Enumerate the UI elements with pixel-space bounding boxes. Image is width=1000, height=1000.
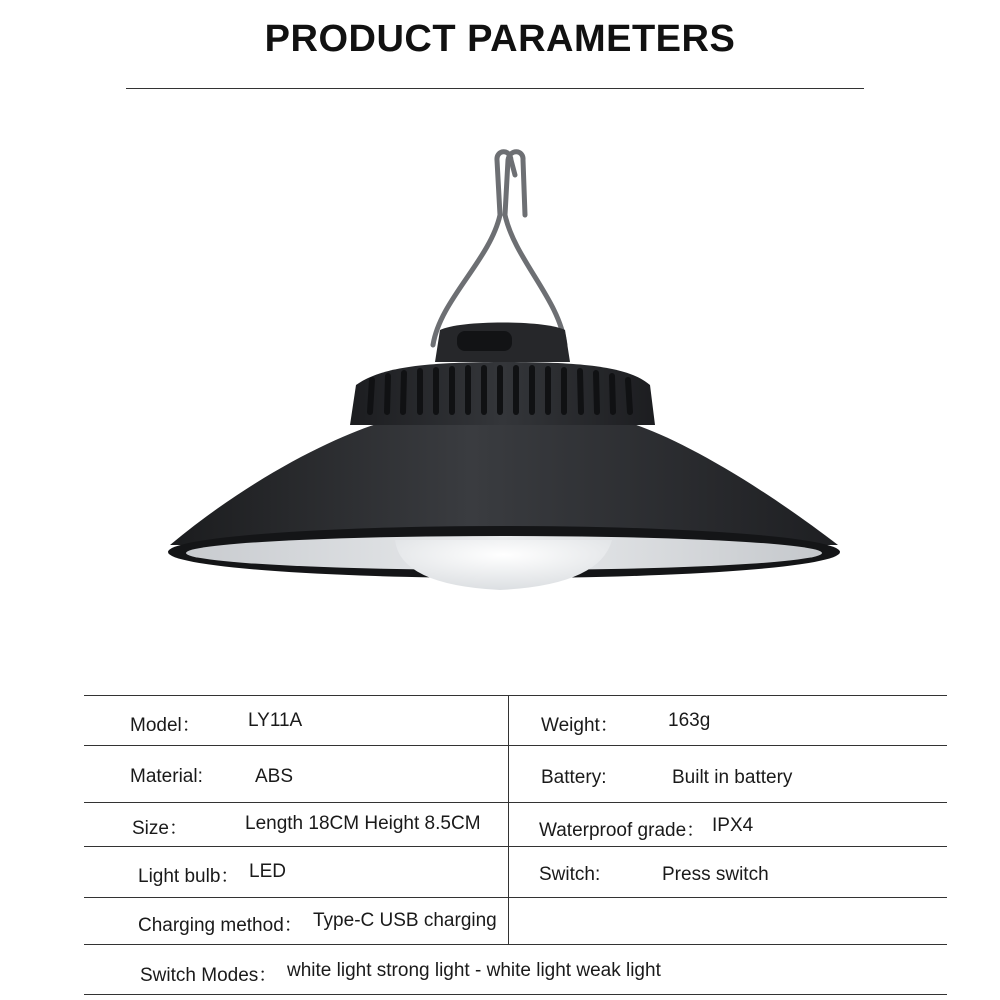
charging-label: Charging method： [138,915,303,936]
waterproof-value: IPX4 [712,815,754,836]
camping-lamp-image [150,140,850,600]
model-label: Model： [130,715,201,736]
model-value: LY11A [248,710,303,731]
switch-modes-value: white light strong light - white light weak light [287,960,661,981]
weight-label: Weight： [541,715,619,736]
title-divider [126,88,864,89]
switch-modes-label: Switch Modes： [140,965,278,986]
waterproof-label: Waterproof grade： [539,820,706,841]
table-rule [84,944,947,945]
table-rule [84,745,947,746]
light-bulb-label: Light bulb： [138,866,240,887]
material-value: ABS [255,766,294,787]
size-value: Length 18CM Height 8.5CM [245,813,481,834]
table-column-divider [508,695,509,944]
switch-value: Press switch [662,864,769,885]
table-rule [84,802,947,803]
table-rule [84,897,947,898]
light-bulb-value: LED [249,861,286,882]
hook-icon [433,152,565,345]
usb-port-icon [457,331,512,351]
material-label: Material: [130,766,203,787]
table-rule [84,695,947,696]
battery-label: Battery: [541,767,607,788]
charging-value: Type-C USB charging [313,910,497,931]
size-label: Size： [132,818,188,839]
table-rule [84,994,947,995]
page-title: PRODUCT PARAMETERS [264,18,736,60]
weight-value: 163g [668,710,711,731]
battery-value: Built in battery [672,767,793,788]
table-rule [84,846,947,847]
switch-label: Switch: [539,864,601,885]
